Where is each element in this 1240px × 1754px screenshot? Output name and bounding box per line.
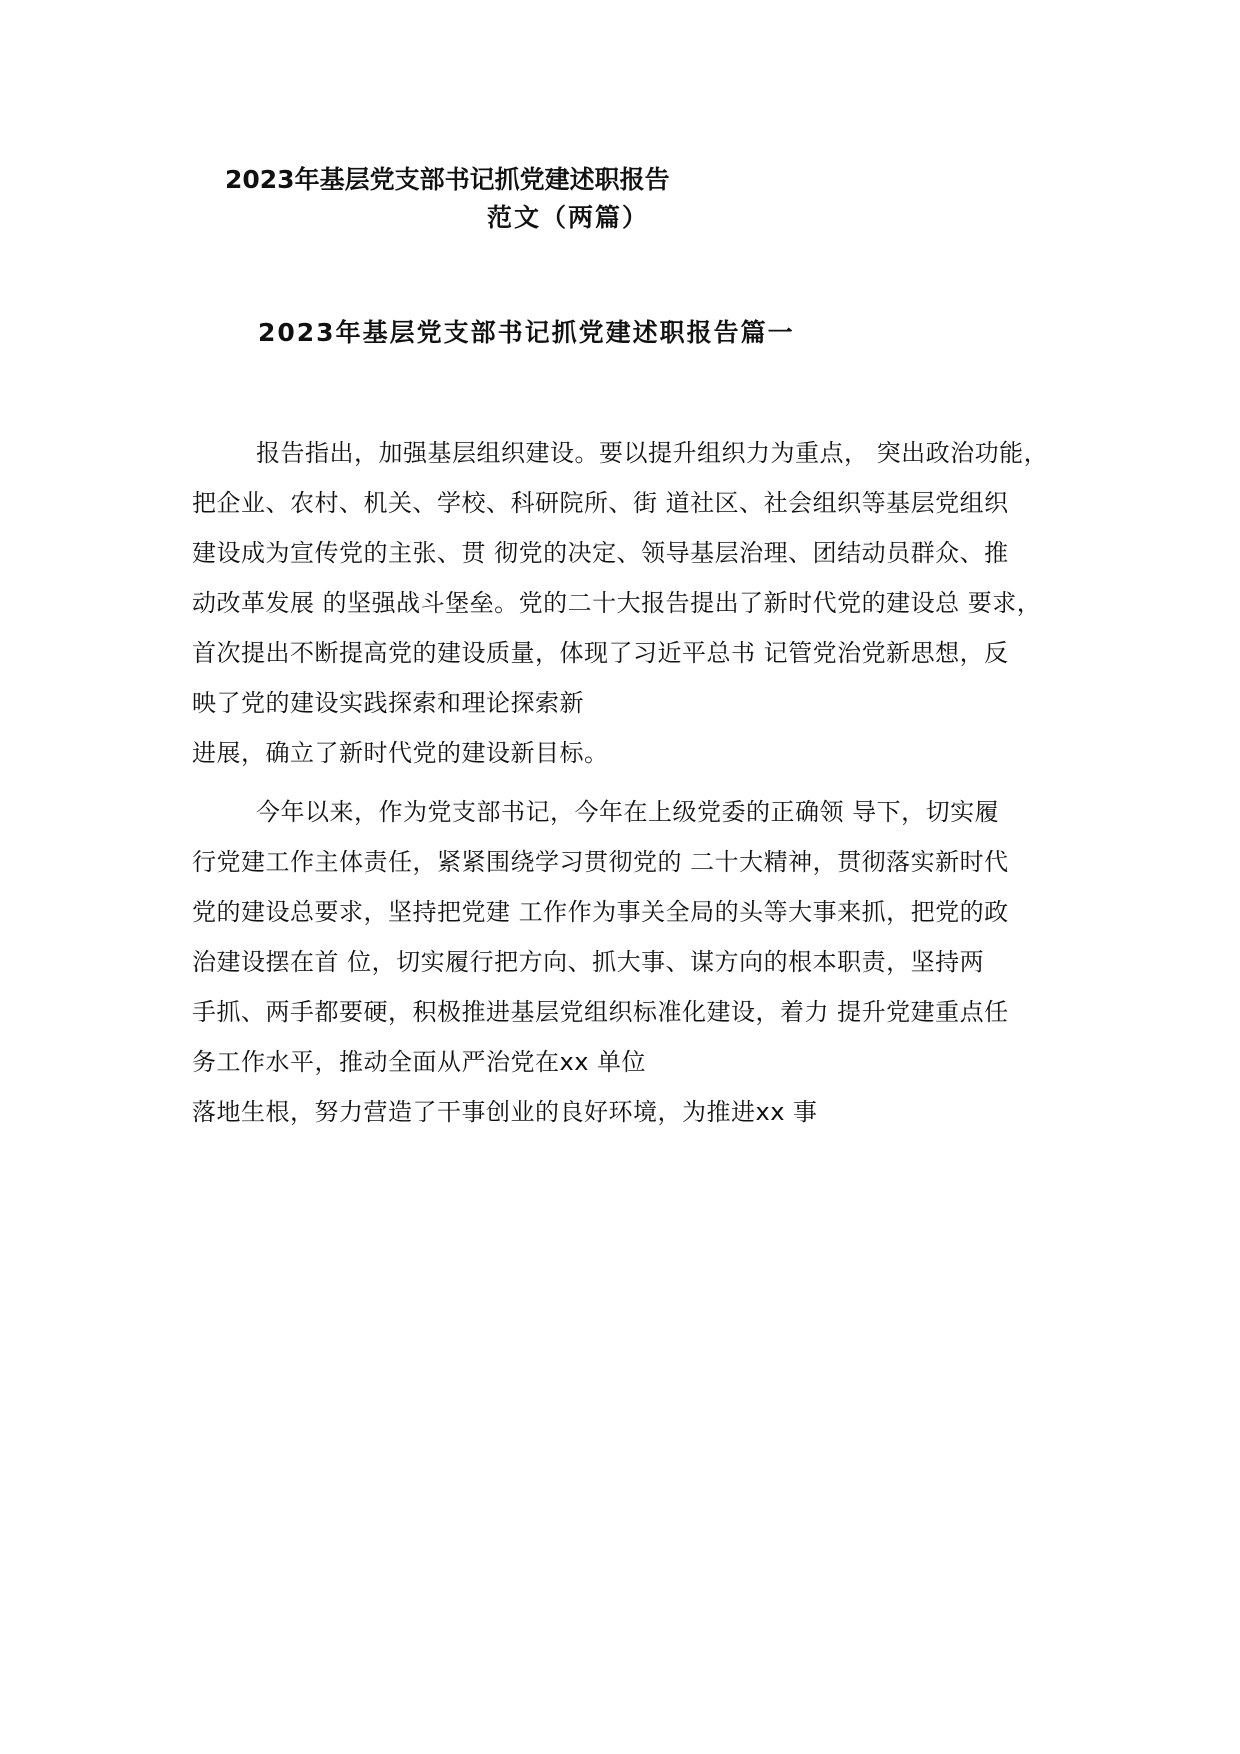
paragraph-line: 党的建设总要求，坚持把党建 工作作为事关全局的头等大事来抓，把党的政 <box>192 898 1009 926</box>
paragraph-line: 治建设摆在首 位，切实履行把方向、抓大事、谋方向的根本职责，坚持两 <box>192 948 985 976</box>
paragraph-2 <box>192 787 1092 1137</box>
paragraph-line: 务工作水平，推动全面从严治党在xx 单位 <box>192 1048 647 1076</box>
paragraph-line: 手抓、两手都要硬，积极推进基层党组织标准化建设，着力 提升党建重点任 <box>192 998 1009 1026</box>
paragraph-line: 把企业、农村、机关、学校、科研院所、街 道社区、社会组织等基层党组织 <box>192 489 1009 517</box>
paragraph-line: 进展，确立了新时代党的建设新目标。 <box>192 739 609 767</box>
paragraph-1 <box>192 428 1092 778</box>
document-subtitle: 范文（两篇） <box>487 203 650 232</box>
paragraph-line: 映了党的建设实践探索和理论探索新 <box>192 689 584 717</box>
paragraph-line: 落地生根，努力营造了干事创业的良好环境，为推进xx 事 <box>192 1098 818 1126</box>
paragraph-line: 报告指出，加强基层组织建设。要以提升组织力为重点， 突出政治功能， <box>256 439 1049 467</box>
section-heading: 2023年基层党支部书记抓党建述职报告篇一 <box>258 318 795 347</box>
paragraph-line: 首次提出不断提高党的建设质量，体现了习近平总书 记管党治党新思想，反 <box>192 639 1009 667</box>
paragraph-line: 建设成为宣传党的主张、贯 彻党的决定、领导基层治理、团结动员群众、推 <box>192 539 1009 567</box>
paragraph-line: 动改革发展 的坚强战斗堡垒。党的二十大报告提出了新时代党的建设总 要求， <box>192 589 1042 617</box>
paragraph-line: 行党建工作主体责任，紧紧围绕学习贯彻党的 二十大精神，贯彻落实新时代 <box>192 848 1009 876</box>
document-title: 2023年基层党支部书记抓党建述职报告 <box>225 165 670 194</box>
paragraph-line: 今年以来，作为党支部书记，今年在上级党委的正确领 导下，切实履 <box>256 798 1000 826</box>
